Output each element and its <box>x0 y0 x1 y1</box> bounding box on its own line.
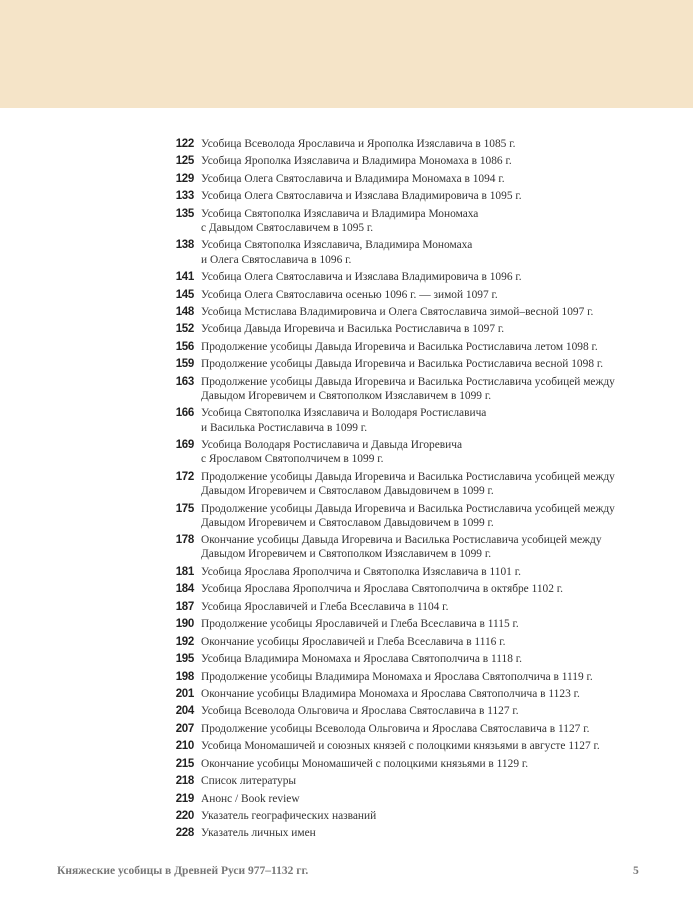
toc-entry[interactable] <box>170 670 640 684</box>
toc-title-line: с Ярославом Святополчичем в 1099 г. <box>201 453 384 466</box>
toc-page-number: 133 <box>175 190 194 203</box>
toc-title <box>201 502 615 531</box>
toc-title-line: с Давыдом Святославичем в 1095 г. <box>201 222 374 234</box>
toc-title-line: Окончание усобицы Ярославичей и Глеба Всеславича в 1116 г. <box>201 635 506 648</box>
toc-entry[interactable] <box>170 288 640 302</box>
toc-title-line: Давыдом Игоревичем и Святополком Изяславичем в 1099 г. <box>201 390 492 402</box>
toc-title-line: Усобица Олега Святославича осенью 1096 г. — зимой 1097 г. <box>201 288 498 301</box>
toc-title-line: Окончание усобицы Мономашичей с полоцкими князьями в 1129 г. <box>201 757 529 770</box>
toc-title <box>201 305 593 319</box>
toc-title <box>201 652 522 666</box>
toc-entry[interactable] <box>170 774 640 788</box>
toc-title <box>201 137 515 151</box>
toc-title-line: и Олега Святославича в 1096 г. <box>201 253 352 266</box>
toc-title <box>201 704 519 718</box>
toc-page-number: 159 <box>175 358 194 371</box>
toc-title <box>201 757 528 771</box>
toc-entry[interactable] <box>170 600 640 614</box>
toc-title-line: Усобица Давыда Игоревича и Василька Ростиславича в 1097 г. <box>201 323 505 336</box>
toc-title-line: Анонс / Book review <box>201 792 300 805</box>
toc-page-number: 215 <box>175 757 194 770</box>
toc-entry[interactable] <box>170 137 640 151</box>
toc-page-number: 135 <box>175 207 194 220</box>
toc-title-line: Давыдом Игоревичем и Святославом Давыдовичем в 1099 г. <box>201 516 494 529</box>
toc-title-line: Продолжение усобицы Давыда Игоревича и Василька Ростиславича усобицей между <box>201 470 615 483</box>
toc-title-line: Усобица Святополка Изяславича и Владимира Мономаха <box>201 207 479 220</box>
toc-entry[interactable] <box>170 172 640 186</box>
toc-entry[interactable] <box>170 582 640 596</box>
toc-title-line: Усобица Олега Святославича и Изяслава Владимировича в 1096 г. <box>201 271 522 284</box>
toc-title <box>201 288 498 302</box>
toc-page-number: 163 <box>175 375 194 388</box>
toc-title-line: Продолжение усобицы Владимира Мономаха и Ярослава Святополчича в 1119 г. <box>201 670 593 683</box>
toc-page-number: 184 <box>175 583 194 596</box>
toc-entry[interactable] <box>170 722 640 736</box>
toc-title-line: Продолжение усобицы Ярославичей и Глеба Всеславича в 1115 г. <box>201 618 519 631</box>
toc-entry[interactable] <box>170 809 640 823</box>
toc-title <box>201 406 486 435</box>
toc-entry[interactable] <box>170 470 640 499</box>
toc-title <box>201 322 504 336</box>
toc-title <box>201 826 316 840</box>
toc-title <box>201 189 522 203</box>
toc-title-line: Усобица Олега Святославича и Изяслава Владимировича в 1095 г. <box>201 190 522 203</box>
toc-title <box>201 375 615 404</box>
toc-title <box>201 270 522 284</box>
toc-page-number: 125 <box>175 155 194 168</box>
header-band <box>0 0 693 108</box>
toc-title-line: Усобица Святополка Изяславича и Володаря Ростиславича <box>201 407 487 420</box>
toc-title-line: Давыдом Игоревичем и Святополком Изяславичем в 1099 г. <box>201 548 492 561</box>
toc-title <box>201 809 376 823</box>
toc-page-number: 175 <box>175 502 194 515</box>
toc-entry[interactable] <box>170 340 640 354</box>
toc-title-line: Продолжение усобицы Давыда Игоревича и Василька Ростиславича усобицей между <box>201 502 615 515</box>
toc-title-line: Давыдом Игоревичем и Святославом Давыдовичем в 1099 г. <box>201 485 494 498</box>
toc-title-line: Усобица Святополка Изяславича, Владимира Мономаха <box>201 239 473 252</box>
toc-page-number: 207 <box>175 722 194 735</box>
toc-title <box>201 438 462 467</box>
toc-entry[interactable] <box>170 704 640 718</box>
toc-page-number: 129 <box>175 172 194 185</box>
toc-title <box>201 670 593 684</box>
table-of-contents <box>170 137 640 844</box>
toc-entry[interactable] <box>170 635 640 649</box>
toc-title <box>201 600 448 614</box>
toc-entry[interactable] <box>170 406 640 435</box>
toc-title-line: Продолжение усобицы Давыда Игоревича и Василька Ростиславича летом 1098 г. <box>201 340 598 353</box>
toc-title-line: Усобица Олега Святославича и Владимира Мономаха в 1094 г. <box>201 172 505 185</box>
toc-title <box>201 739 600 753</box>
toc-page-number: 138 <box>175 239 194 252</box>
toc-title <box>201 357 603 371</box>
toc-entry[interactable] <box>170 533 640 562</box>
footer-book-title: Княжеские усобицы в Древней Руси 977–1132 гг. <box>57 865 309 877</box>
toc-title-line: Окончание усобицы Владимира Мономаха и Ярослава Святополчича в 1123 г. <box>201 687 580 700</box>
toc-page-number: 190 <box>175 618 194 631</box>
toc-title-line: Указатель личных имен <box>201 827 316 840</box>
toc-page-number: 156 <box>175 340 194 353</box>
toc-page-number: 166 <box>175 407 194 420</box>
toc-title <box>201 617 519 631</box>
toc-title-line: Продолжение усобицы Давыда Игоревича и Василька Ростиславича весной 1098 г. <box>201 358 604 371</box>
toc-entry[interactable] <box>170 438 640 467</box>
toc-entry[interactable] <box>170 565 640 579</box>
toc-entry[interactable] <box>170 238 640 267</box>
toc-page-number: 187 <box>175 600 194 613</box>
toc-entry[interactable] <box>170 207 640 236</box>
toc-title <box>201 687 580 701</box>
toc-page-number: 218 <box>175 775 194 788</box>
toc-entry[interactable] <box>170 757 640 771</box>
toc-title-line: Усобица Всеволода Ярославича и Ярополка Изяславича в 1085 г. <box>201 138 516 150</box>
toc-title <box>201 207 478 236</box>
toc-title-line: Указатель географических названий <box>201 810 377 822</box>
toc-title-line: Усобица Владимира Мономаха и Ярослава Святополчича в 1118 г. <box>201 653 522 666</box>
toc-title <box>201 340 598 354</box>
toc-title-line: Усобица Володаря Ростиславича и Давыда Игоревича <box>201 439 463 452</box>
toc-entry[interactable] <box>170 792 640 806</box>
footer-page-number: 5 <box>633 865 639 877</box>
toc-entry[interactable] <box>170 652 640 666</box>
toc-entry[interactable] <box>170 687 640 701</box>
toc-title-line: Окончание усобицы Давыда Игоревича и Василька Ростиславича усобицей между <box>201 534 602 547</box>
toc-title-line: Усобица Ярослава Ярополчича и Святополка Изяславича в 1101 г. <box>201 565 521 578</box>
toc-page-number: 204 <box>175 705 194 718</box>
toc-entry[interactable] <box>170 305 640 319</box>
toc-page-number: 122 <box>175 138 194 150</box>
toc-entry[interactable] <box>170 357 640 371</box>
toc-entry[interactable] <box>170 154 640 168</box>
toc-entry[interactable] <box>170 502 640 531</box>
toc-title <box>201 774 296 788</box>
toc-title-line: Продолжение усобицы Всеволода Ольговича и Ярослава Святославича в 1127 г. <box>201 722 590 735</box>
toc-entry[interactable] <box>170 826 640 840</box>
toc-page-number: 172 <box>175 470 194 483</box>
toc-title <box>201 172 505 186</box>
toc-title-line: Усобица Ярославичей и Глеба Всеславича в 1104 г. <box>201 600 449 613</box>
toc-page-number: 145 <box>175 288 194 301</box>
toc-page-number: 198 <box>175 670 194 683</box>
toc-page-number: 220 <box>175 810 194 822</box>
toc-title <box>201 792 300 806</box>
toc-page-number: 141 <box>175 271 194 284</box>
toc-title-line: Усобица Всеволода Ольговича и Ярослава Святославича в 1127 г. <box>201 705 519 718</box>
toc-title-line: Усобица Ярослава Ярополчича и Ярослава Святополчича в октябре 1102 г. <box>201 583 564 596</box>
toc-title <box>201 533 602 562</box>
toc-entry[interactable] <box>170 270 640 284</box>
toc-entry[interactable] <box>170 739 640 753</box>
toc-title-line: Усобица Мстислава Владимировича и Олега Святославича зимой–весной 1097 г. <box>201 306 594 318</box>
toc-title <box>201 635 505 649</box>
toc-title <box>201 722 589 736</box>
toc-title <box>201 238 472 267</box>
toc-entry[interactable] <box>170 617 640 631</box>
toc-title-line: Усобица Ярополка Изяславича и Владимира Мономаха в 1086 г. <box>201 155 512 168</box>
toc-entry[interactable] <box>170 375 640 404</box>
toc-entry[interactable] <box>170 322 640 336</box>
toc-page-number: 201 <box>175 687 194 700</box>
toc-page-number: 228 <box>175 827 194 840</box>
toc-title <box>201 582 563 596</box>
toc-page-number: 148 <box>175 306 194 318</box>
toc-title-line: Продолжение усобицы Давыда Игоревича и Василька Ростиславича усобицей между <box>201 375 615 388</box>
toc-page-number: 181 <box>175 565 194 578</box>
toc-title <box>201 154 512 168</box>
toc-page-number: 178 <box>175 534 194 547</box>
toc-page-number: 152 <box>175 323 194 336</box>
toc-title <box>201 470 615 499</box>
toc-entry[interactable] <box>170 189 640 203</box>
toc-title-line: Список литературы <box>201 775 297 788</box>
toc-page-number: 219 <box>175 792 194 805</box>
toc-title-line: и Василька Ростиславича в 1099 г. <box>201 421 368 434</box>
toc-page-number: 192 <box>175 635 194 648</box>
toc-title-line: Усобица Мономашичей и союзных князей с полоцкими князьями в августе 1127 г. <box>201 740 600 753</box>
toc-page-number: 195 <box>175 653 194 666</box>
toc-page-number: 169 <box>175 439 194 452</box>
toc-page-number: 210 <box>175 740 194 753</box>
toc-title <box>201 565 521 579</box>
